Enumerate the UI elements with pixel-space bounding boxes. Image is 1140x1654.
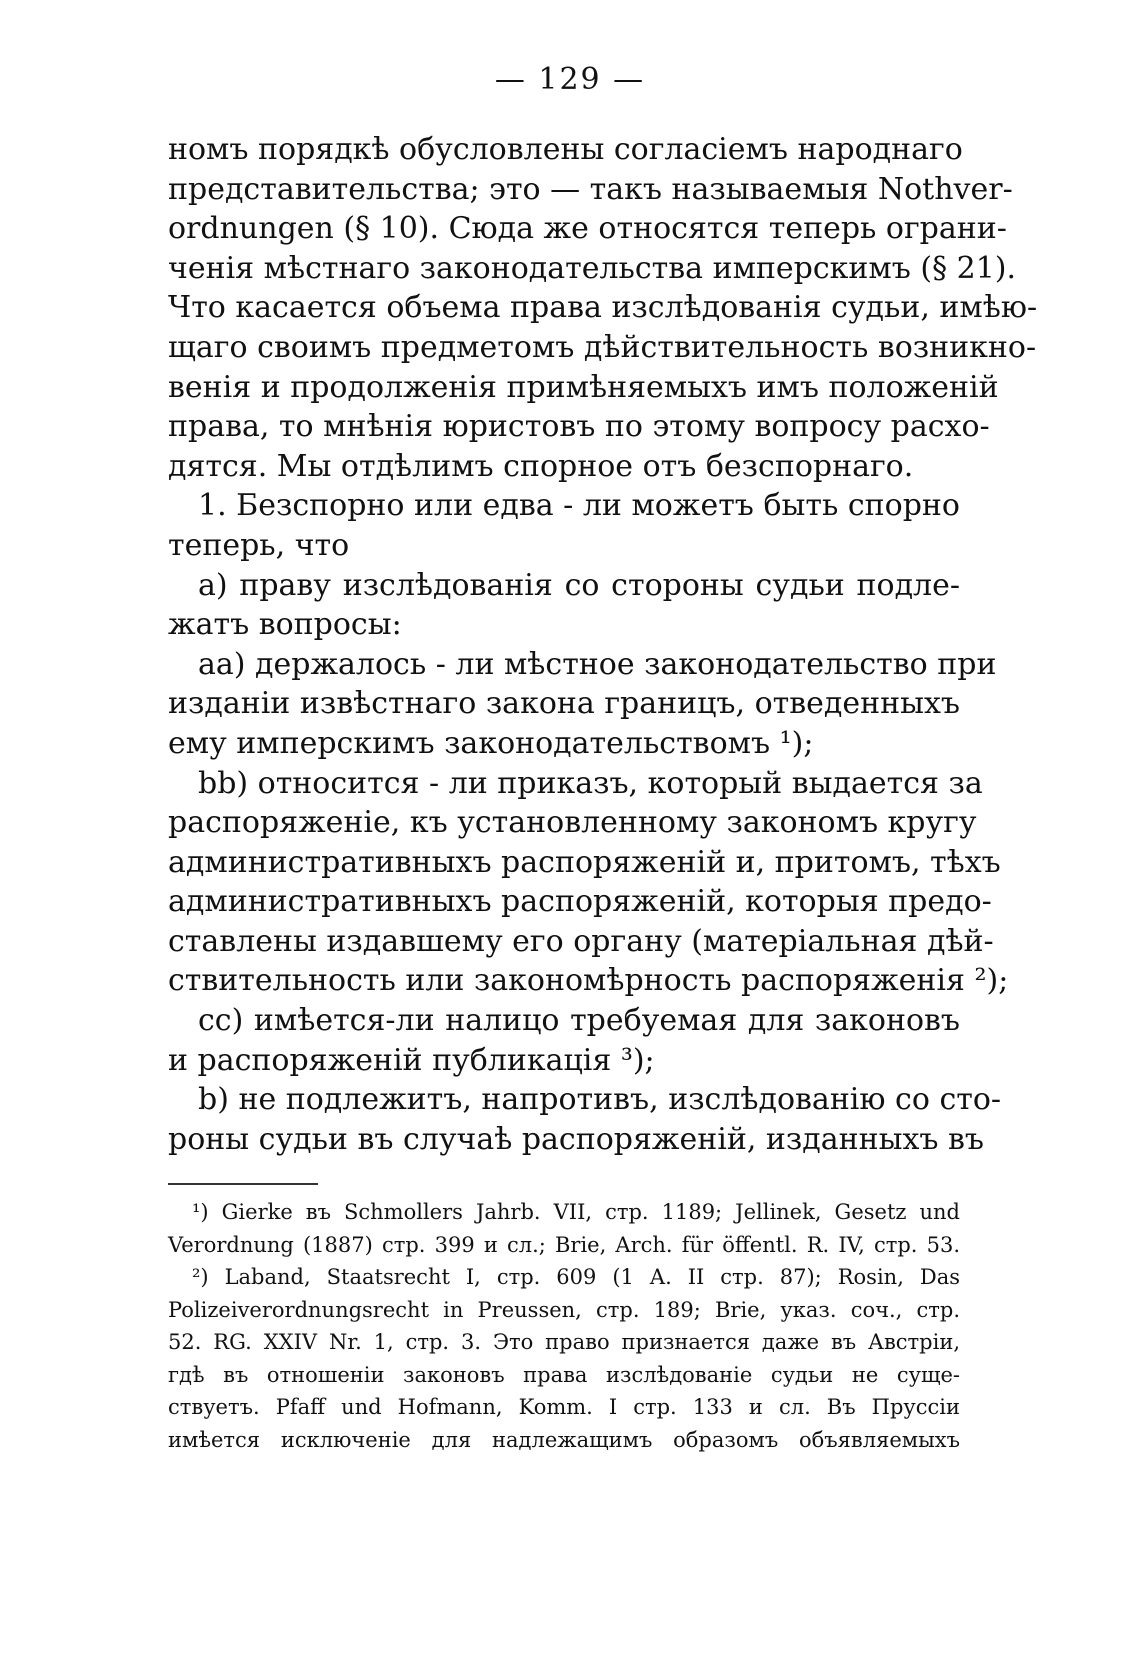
- text-line: номъ порядкѣ обусловлены согласіемъ народнаго: [168, 132, 963, 167]
- text-line: теперь, что: [168, 527, 350, 563]
- text-line: ordnungen (§ 10). Сюда же относятся теперь ограни-: [168, 211, 1007, 247]
- text-line: жатъ вопросы:: [168, 607, 402, 643]
- footnote-line: имѣется исключеніе для надлежащимъ образомъ объявляемыхъ: [168, 1427, 960, 1452]
- footnote-line: гдѣ въ отношеніи законовъ права изслѣдованіе судьи не суще-: [168, 1362, 960, 1387]
- text-line: административныхъ распоряженій и, притомъ, тѣхъ: [168, 844, 1001, 880]
- text-line: административныхъ распоряженій, которыя предо-: [168, 884, 992, 920]
- footnote-line: ствуетъ. Pfaff und Hofmann, Komm. I стр. 133 и сл. Въ Пруссіи: [168, 1395, 960, 1419]
- text-line: ченія мѣстнаго законодательства имперскимъ (§ 21).: [168, 250, 1017, 286]
- footnote-line: 52. RG. XXIV Nr. 1, стр. 3. Это право признается даже въ Австріи,: [168, 1330, 960, 1354]
- footnote-divider: [168, 1183, 318, 1185]
- text-line: b) не подлежитъ, напротивъ, изслѣдованію со сто-: [198, 1082, 1002, 1118]
- main-text: [168, 130, 1038, 1159]
- text-line: изданіи извѣстнаго закона границъ, отведенныхъ: [168, 686, 960, 722]
- page-number: — 129 —: [494, 62, 646, 97]
- text-line: права, то мнѣнія юристовъ по этому вопросу расхо-: [168, 409, 990, 445]
- text-line: щаго своимъ предметомъ дѣйствительность возникно-: [168, 329, 1037, 365]
- text-line: ему имперскимъ законодательствомъ ¹);: [168, 725, 814, 761]
- text-line: 1. Безспорно или едва - ли можетъ быть спорно: [198, 488, 960, 524]
- text-line: aa) держалось - ли мѣстное законодательство при: [198, 646, 997, 682]
- text-line: ствительность или закономѣрность распоряженія ²);: [168, 963, 1009, 999]
- footnote-line: ¹) Gierke въ Schmollers Jahrb. VII, стр. 1189; Jellinek, Gesetz und: [192, 1200, 960, 1224]
- text-line: венія и продолженія примѣняемыхъ имъ положеній: [168, 369, 999, 405]
- text-line: дятся. Мы отдѣлимъ спорное отъ безспорнаго.: [168, 448, 914, 484]
- footnote-line: Polizeiverordnungsrecht in Preussen, стр. 189; Brie, указ. соч., стр.: [168, 1297, 960, 1322]
- text-line: распоряженіе, къ установленному закономъ кругу: [168, 805, 977, 841]
- footnotes: [168, 1196, 960, 1456]
- text-line: представительства; это — такъ называемыя Nothver-: [168, 171, 1013, 207]
- text-line: bb) относится - ли приказъ, который выдается за: [198, 765, 983, 801]
- footnote-line: ²) Laband, Staatsrecht I, стр. 609 (1 A. II стр. 87); Rosin, Das: [192, 1265, 960, 1289]
- footnote-line: Verordnung (1887) стр. 399 и сл.; Brie, Arch. für öffentl. R. IV, стр. 53.: [168, 1232, 960, 1257]
- text-line: роны судьи въ случаѣ распоряженій, изданныхъ въ: [168, 1121, 985, 1157]
- text-line: ставлены издавшему его органу (матеріальная дѣй-: [168, 923, 994, 959]
- text-line: Что касается объема права изслѣдованія судьи, имѣю-: [168, 290, 1038, 326]
- text-line: a) праву изслѣдованія со стороны судьи подле-: [198, 567, 960, 603]
- text-line: cc) имѣется-ли налицо требуемая для законовъ: [198, 1003, 960, 1039]
- text-line: и распоряженій публикація ³);: [168, 1042, 655, 1078]
